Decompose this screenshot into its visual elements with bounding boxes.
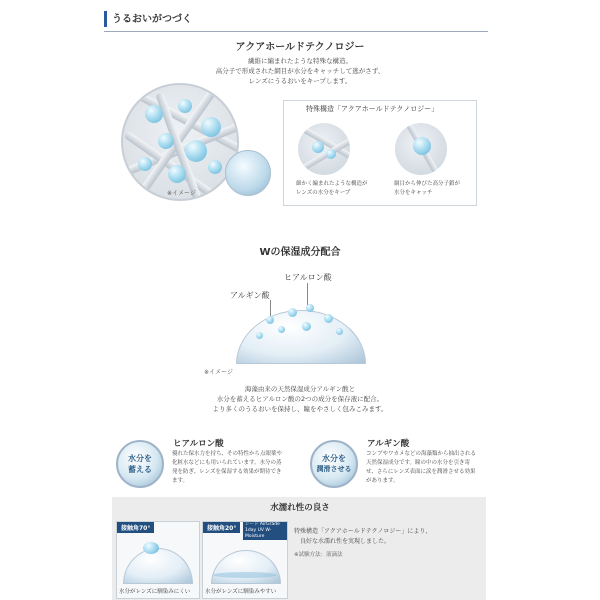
moist-heading: Wの保湿成分配合 bbox=[259, 247, 341, 258]
caption-right: 網目から伸びた高分子鎖が 水分をキャッチ bbox=[394, 181, 461, 196]
right-caption: 水分がレンズに馴染みやすい bbox=[205, 589, 277, 595]
aqua-heading: アクアホールドテクノロジー bbox=[235, 42, 365, 53]
left-contact-angle-tag: 接触角70° bbox=[117, 522, 154, 533]
alginate-title: アルギン酸 bbox=[367, 439, 410, 449]
alginate-description: コンブやワカメなどの海藻類から抽出される 天然保湿成分です。瞳の中の水分を引き寄 せ、さらにレンズ表面に涙を潤滑させる効果 があります。 bbox=[366, 451, 477, 484]
hyaluron-description: 優れた保水力を持ち、その特性から点眼薬や 化粧水などにも用いられています。水分の蒸 発を防ぎ、レンズを保湿する効果が期待でき ます。 bbox=[172, 451, 283, 484]
left-caption: 水分がレンズに馴染みにくい bbox=[119, 589, 191, 595]
contact-lens-image bbox=[225, 150, 271, 196]
label-hyaluron: ヒアルロン酸 bbox=[284, 273, 332, 282]
header-divider bbox=[104, 31, 488, 32]
hyaluron-title: ヒアルロン酸 bbox=[173, 439, 224, 449]
moist-lens-image bbox=[236, 302, 366, 364]
wettability-left-image bbox=[116, 521, 200, 599]
wettability-note: ※試験方法：液滴法 bbox=[294, 552, 343, 558]
right-contact-angle-tag: 接触角20° bbox=[203, 522, 240, 533]
header-accent-bar bbox=[104, 11, 107, 27]
right-brand-tag: シード AirGrade 1day UV W-Moisture bbox=[243, 522, 287, 540]
moist-description: 海藻由来の天然保湿成分アルギン酸と 水分を蓄えるヒアルロン酸の2つの成分を保存液に配合。 より多くのうるおいを保持し、瞳をやさしく包みこみます。 bbox=[212, 385, 388, 413]
wettability-heading: 水濡れ性の良さ bbox=[270, 503, 330, 513]
caption-left: 細かく編まれたような構造が レンズの水分をキープ bbox=[296, 181, 368, 196]
moist-image-note: ※イメージ bbox=[204, 369, 233, 376]
wettability-description: 特殊構造「アクアホールドテクノロジー」により、 良好な水濡れ性を実現しました。 bbox=[294, 528, 432, 545]
knit-structure-image bbox=[298, 123, 350, 175]
label-alginate: アルギン酸 bbox=[230, 291, 270, 300]
polymer-chain-image bbox=[395, 123, 447, 175]
magnified-structure-image bbox=[121, 83, 239, 201]
wettability-right-image bbox=[202, 521, 288, 599]
aqua-description: 繊維に編まれたような特殊な構造。 高分子で形成された網目が水分をキャッチして逃がさず、 レンズにうるおいをキープします。 bbox=[215, 57, 385, 85]
hyaluron-badge: 水分を 蓄える bbox=[116, 440, 164, 488]
section-title: うるおいがつづく bbox=[112, 14, 192, 25]
structure-panel-title: 特殊構造「アクアホールドテクノロジー」 bbox=[306, 105, 439, 113]
aqua-image-note: ※イメージ bbox=[167, 190, 196, 197]
alginate-badge: 水分を 潤滑させる bbox=[310, 440, 358, 488]
